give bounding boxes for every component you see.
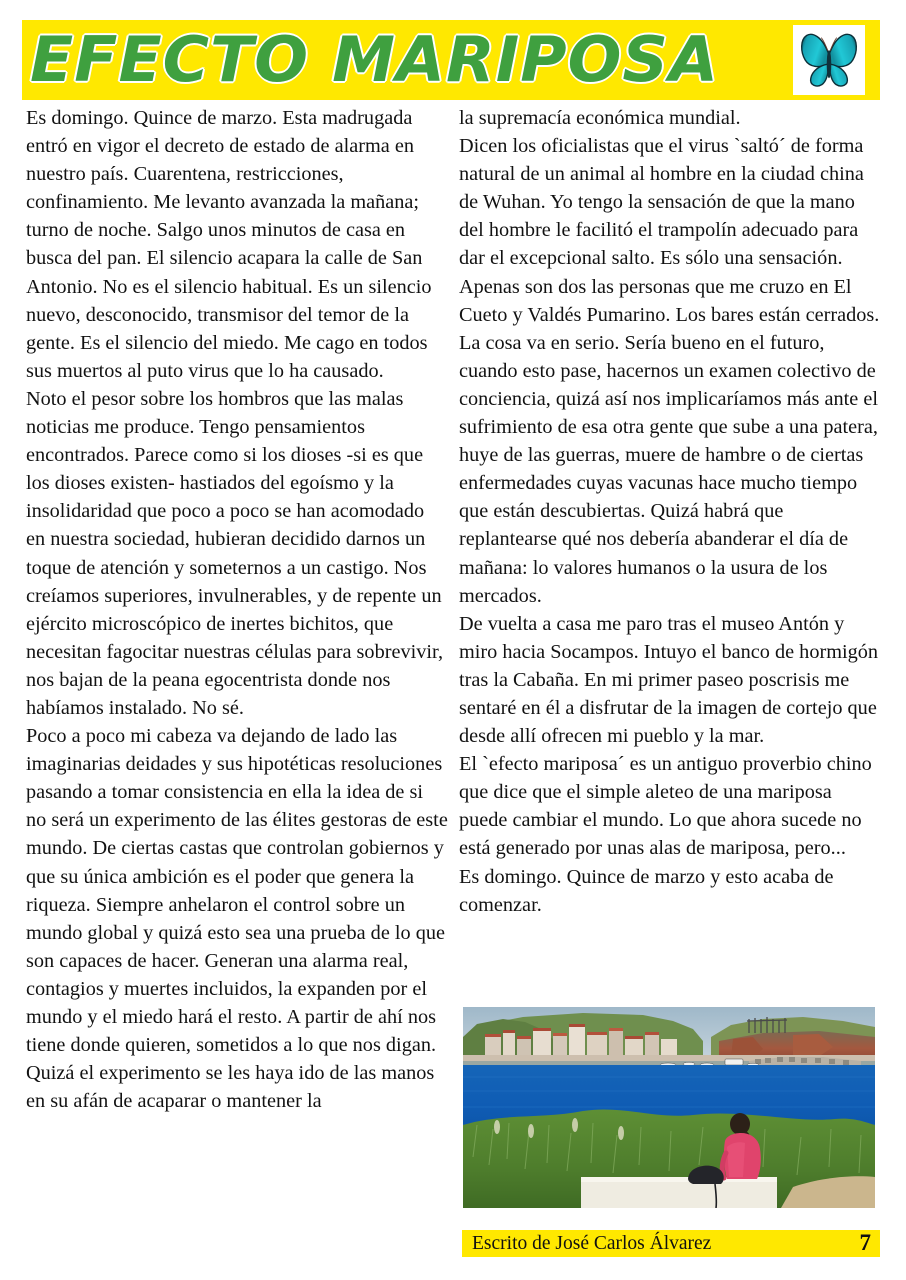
page-number: 7	[859, 1230, 871, 1255]
paragraph: Es domingo. Quince de marzo y esto acaba de comenzar.	[459, 865, 834, 916]
paragraph: Poco a poco mi cabeza va dejando de lado las imaginarias deidades y sus hipotéticas resoluciones pasando a tomar consistencia en ella la idea de si no será un experimento de las élites gestoras de este mundo. De ciertas castas que controlan gobiernos y que su única ambición es el poder que genera la riqueza. Siempre anhelaron el control sobre un mundo global y quizá esto sea una prueba de lo que son capaces de hacer. Generan una alarma real, contagios y muertes incluidos, la expanden por el mundo y el miedo hará el resto. A partir de ahí nos tiene donde quieren, sometidos a lo que nos digan.	[26, 725, 448, 1057]
paragraph: Noto el pesor sobre los hombros que las malas noticias me produce. Tengo pensamientos encontrados. Parece como si los dioses -si es que los dioses existen- hastiados del egoísmo y la insolidaridad que poco a poco se han acomodado en nuestra sociedad, hubieran decidido darnos un toque de atención y someternos a un castigo. Nos creíamos superiores, invulnerables, y de repente un ejército microscópico de inertes bichitos, que necesitan fagocitar nuestras células para sobrevivir, nos bajan de la peana egocentrista donde nos habíamos instalado. No sé.	[26, 387, 444, 719]
paragraph: De vuelta a casa me paro tras el museo Antón y miro hacia Socampos. Intuyo el banco de hormigón tras la Cabaña. En mi primer paseo poscrisis me sentaré en él a disfrutar de la imagen de cortejo que desde allí ofrecen mi pueblo y la mar.	[459, 612, 879, 748]
coastal-view-photo	[463, 1007, 875, 1208]
paragraph: Quizá el experimento se les haya ido de las manos en su afán de acaparar o mantener la	[26, 1062, 435, 1113]
masthead-banner	[22, 20, 880, 100]
footer-bar	[462, 1230, 880, 1257]
page-title: EFECTO MARIPOSA	[30, 23, 719, 96]
paragraph: Apenas son dos las personas que me cruzo en El Cueto y Valdés Pumarino. Los bares están cerrados. La cosa va en serio. Sería bueno en el futuro, cuando esto pase, hacernos un examen colectivo de conciencia, quizá así nos implicaríamos más ante el sufrimiento de esa otra gente que sube a una patera, huye de las guerras, muere de hambre o de ciertas enfermedades cuyas vacunas hace mucho tiempo que están descubiertas. Quizá habrá que replantearse qué nos debería abanderar el día de mañana: lo valores humanos o la usura de los mercados.	[459, 275, 880, 607]
paragraph: la supremacía económica mundial.	[459, 107, 741, 129]
paragraph: Es domingo. Quince de marzo. Esta madrugada entró en vigor el decreto de estado de alarma en nuestro país. Cuarentena, restricciones, confinamiento. Me levanto avanzada la mañana; turno de noche. Salgo unos minutos de casa en busca del pan. El silencio acapara la calle de San Antonio. No es el silencio habitual. Es un silencio nuevo, desconocido, transmisor del temor de la gente. Es el silencio del miedo. Me cago en todos sus muertos al puto virus que lo ha causado.	[26, 107, 432, 382]
butterfly-icon	[793, 25, 865, 95]
paragraph: Dicen los oficialistas que el virus `saltó´ de forma natural de un animal al hombre en la ciudad china de Wuhan. Yo tengo la sensación de que la mano del hombre le facilitó el trampolín adecuado para dar el excepcional salto. Es sólo una sensación.	[459, 135, 864, 270]
right-column	[459, 104, 883, 919]
paragraph: El `efecto mariposa´ es un antiguo proverbio chino que dice que el simple aleteo de una mariposa puede cambiar el mundo. Lo que ahora sucede no está generado por unas alas de mariposa, pero...	[459, 753, 872, 860]
author-credit: Escrito de José Carlos Álvarez	[472, 1233, 712, 1254]
left-column	[26, 104, 448, 1115]
